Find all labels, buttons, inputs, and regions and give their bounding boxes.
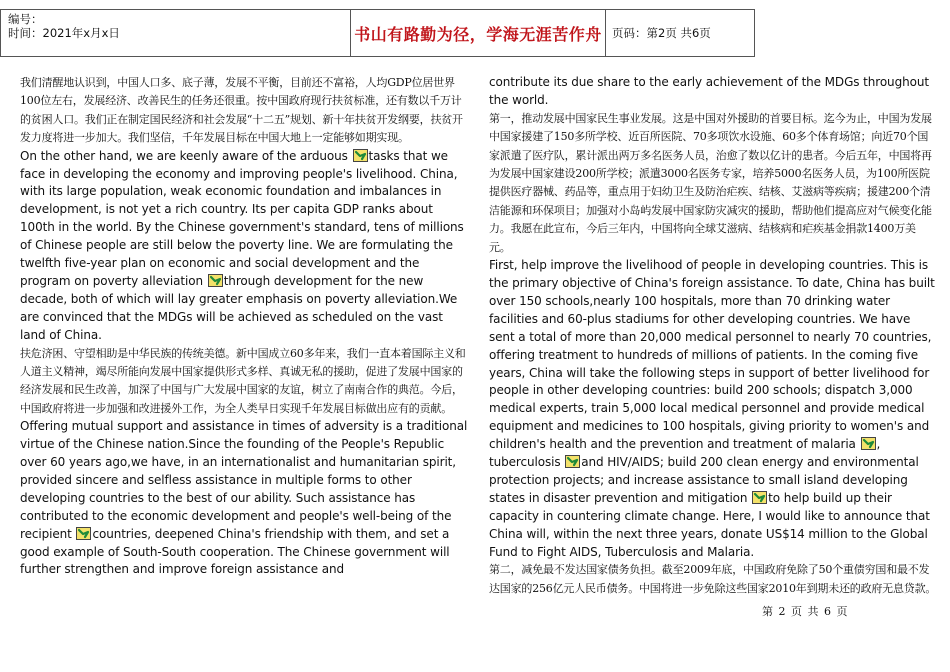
zh-paragraph-4: 第二，减免最不发达国家债务负担。截至2009年底，中国政府免除了50个重债穷国和最不发达国家的256亿元人民币债务。中国将进一步免除这些国家2010年到期未还的政府无息贷款。 [489,563,937,595]
en-text: and HIV/AIDS; build 200 clean energy and environmental protection projects; and increase assistance to small island developing states in disaster prevention and mitigation [489,455,919,505]
page-footer: 第 2 页 共 6 页 [762,605,849,618]
zh-paragraph-3: 第一，推动发展中国家民生事业发展。这是中国对外援助的首要目标。迄今为止，中国为发展中国家援建了150多所学校、近百所医院、70多项饮水设施、60多个体育场馆；向近70个国家派遣了医疗队，累计派出两万多名医务人员，治愈了数以亿计的患者。今后五年，中国将再为发展中国家建设200所学校；派遣3000名医务专家，培养5000名医务人员，为100所医院提供医疗器械、药品等，重点用于妇幼卫生及防治疟疾、结核、艾滋病等疾病；援建200个清洁能源和环保项目；加强对小岛屿发展中国家防灾减灾的援助，帮助他们提高应对气候变化能力。我愿在此宣布，今后三年内，中国将向全球艾滋病、结核病和疟疾基金捐款1400万美元。 [489,111,932,254]
en-paragraph-1 [20,148,468,345]
en-text: to help build up their capacity in countering climate change. Here, I would like to announce that China will, within the next three years, donate US$14 million to the Global Fund to Fight AIDS, Tuberculosis and Malaria. [489,490,930,559]
zh-paragraph-2: 扶危济困、守望相助是中华民族的传统美德。新中国成立60多年来，我们一直本着国际主义和人道主义精神，竭尽所能向发展中国家提供形式多样、真诚无私的援助，促进了发展中国家的经济发展和民生改善，加深了中国与广大发展中国家的友谊，树立了南南合作的典范。今后，中国政府将进一步加强和改进援外工作，为全人类早日实现千年发展目标做出应有的贡献。 [20,346,466,415]
translation-note-icon[interactable] [752,491,767,504]
en-paragraph-3: contribute its due share to the early achievement of the MDGs throughout the world. [489,75,929,107]
en-text: countries, deepened China's friendship with them, and set a good example of South-South cooperation. The Chinese government will further strengthen and improve foreign assistance and [20,526,450,577]
serial-label: 编号： [8,12,43,26]
page-header [0,9,755,57]
translation-note-icon[interactable] [353,149,368,162]
en-paragraph-4 [489,257,937,561]
en-text: Offering mutual support and assistance in times of adversity is a traditional virtue of the Chinese nation.Since the founding of the People's Republic over 60 years ago,we have, in an internationalist and humanitarian spirit, provided sincere and selfless assistance in multiple forms to other developing countries to the best of our ability. Such assistance has contributed to the economic development and people's well-being of the recipient [20,419,468,541]
zh-paragraph-1: 我们清醒地认识到，中国人口多、底子薄，发展不平衡，目前还不富裕，人均GDP位居世界100位左右，发展经济、改善民生的任务还很重。按中国政府现行扶贫标准，还有数以千万计的贫困人口。我们正在制定国民经济和社会发展“十二五”规划、新十年扶贫开发纲要，扶贫开发力度将进一步加大。我们坚信，千年发展目标在中国大地上一定能够如期实现。 [20,76,463,145]
en-paragraph-2 [20,418,468,579]
translation-note-icon[interactable] [208,274,223,287]
en-text: , tuberculosis [489,437,881,470]
translation-note-icon[interactable] [76,527,91,540]
en-text: through development for the new decade, both of which will lay greater emphasis on poverty alleviation.We are convinced that the MDGs will be achieved as scheduled on the vast land of China. [20,273,458,342]
header-meta-box [1,10,351,56]
en-text: First, help improve the livelihood of people in developing countries. This is the primary objective of China's foreign assistance. To date, China has built over 150 schools,nearly 100 hospitals, more than 70 drinking water facilities and 60-plus stadiums for other developing countries. We have sent a total of more than 20,000 medical personnel to nearly 70 countries, offering treatment to hundreds of millions of patients. In the coming five years, China will take the following steps in support of better livelihood for people in other developing countries: build 200 schools; dispatch 3,000 medical experts, train 5,000 local medical personnel and provide medical equipment and medicines to 100 hospitals, giving priority to women's and children's health and the prevention and treatment of malaria [489,258,935,452]
header-page-label: 页码：第2页 共6页 [612,26,711,40]
right-column [489,74,937,598]
translation-note-icon[interactable] [565,455,580,468]
header-motto: 书山有路勤为径，学海无涯苦作舟 [351,10,606,56]
left-column [20,74,468,579]
time-label: 时间：2021年x月x日 [8,26,120,40]
translation-note-icon[interactable] [861,437,876,450]
en-text: On the other hand, we are keenly aware of the arduous [20,148,352,163]
en-text: tasks that we face in developing the economy and improving people's livelihood. China, with its large population, weak economic foundation and imbalances in development, is not yet a rich country. Its per capita GDP ranks about 100th in the world. By the Chinese government's standard, tens of millions of Chinese people are still below the poverty line. We are formulating the twelfth five-year plan on economic and social development and the program on poverty alleviation [20,148,464,288]
